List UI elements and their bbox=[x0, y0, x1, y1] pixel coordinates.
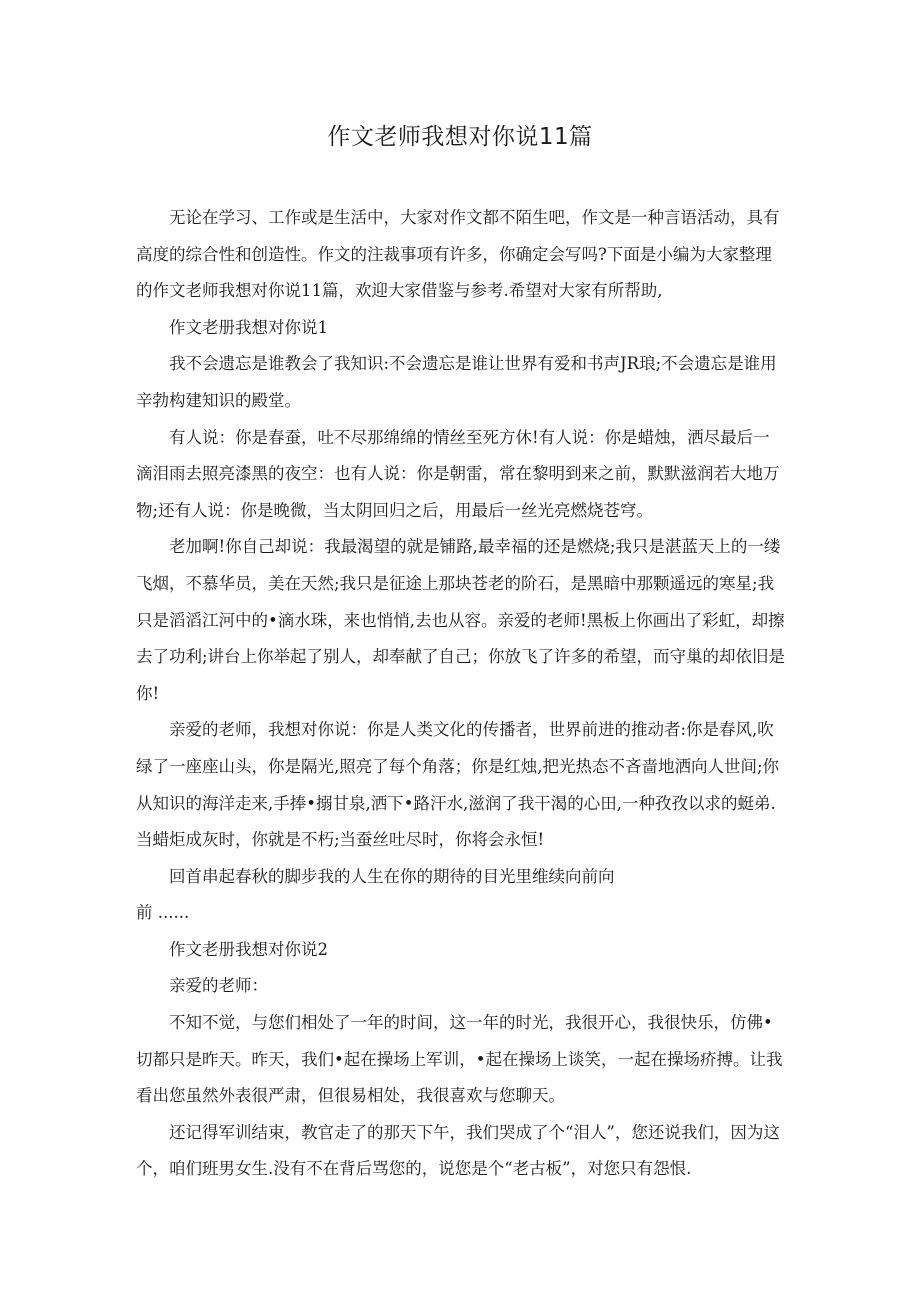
document-title: 作文老师我想对你说11篇 bbox=[327, 124, 593, 150]
body-paragraph: 我不会遗忘是谁教会了我知识:不会遗忘是谁让世界有爱和书声JR琅;不会遗忘是谁用辛勃构建知识的殿堂。 bbox=[136, 354, 777, 410]
document-body bbox=[136, 200, 786, 1188]
body-paragraph: 亲爱的老师，我想对你说：你是人类文化的传播者，世界前进的推动者:你是春风,吹绿了一座座山头，你是隔光,照亮了每个角落；你是红烛,把光热态不吝啬地洒向人世间;你从知识的海洋走来,手捧•搦甘泉,洒下•路汗水,滋润了我干渴的心田,一种孜孜以求的蜓弟.当蜡炬成灰时，你就是不朽;当蚕丝吐尽时，你将会永恒! bbox=[136, 720, 780, 850]
section-heading-1: 作文老册我想对你说1 bbox=[169, 317, 328, 337]
body-paragraph: 有人说：你是春蚕，吐不尽那绵绵的情丝至死方休!有人说：你是蜡烛，洒尽最后一滴泪雨去照亮漆黑的夜空：也有人说：你是朝雷，常在黎明到来之前，默默滋润若大地万物;还有人说：你是晚微，当太阴回归之后，用最后一丝光亮燃烧苍穹。 bbox=[136, 427, 780, 520]
salutation: 亲爱的老师： bbox=[169, 976, 268, 996]
section-heading-2: 作文老册我想对你说2 bbox=[169, 939, 328, 959]
body-paragraph: 还记得军训结束，教官走了的那天下午，我们哭成了个“泪人”，您还说我们，因为这个，咱们班男女生.没有不在背后骂您的，说您是个“老古板”，对您只有怨恨. bbox=[136, 1122, 780, 1179]
intro-paragraph: 无论在学习、工作或是生活中，大家对作文都不陌生吧，作文是一种言语活动，具有高度的综合性和创造性。作文的注裁事项有许多，你确定会写吗?下面是小编为大家整理的作文老师我想对你说11篇，欢迎大家借鉴与参考.希望对大家有所帮助, bbox=[136, 208, 780, 301]
body-paragraph: 老加啊!你自己却说：我最渴望的就是铺路,最幸福的还是燃烧;我只是湛蓝天上的一缕飞烟，不慕华员，美在天然;我只是征途上那块苍老的阶石，是黑暗中那颗遥远的寒星;我只是滔滔江河中的•滴水珠，来也悄悄,去也从容。亲爱的老师!黑板上你画出了彩虹，却擦去了功利;讲台上你举起了别人，却奉献了自己；你放飞了许多的希望，而守巢的却依旧是你! bbox=[136, 537, 786, 703]
body-paragraph: 不知不觉，与您们相处了一年的时间，这一年的时光，我很开心，我很快乐，仿佛•切都只是昨天。昨天，我们•起在操场上军训，•起在操场上谈笑，一起在操场疥搏。让我看出您虽然外表很严肃，但很易相处，我很喜欢与您聊天。 bbox=[136, 1013, 783, 1106]
body-paragraph-continuation: 前 ...... bbox=[136, 903, 190, 923]
body-paragraph: 回首串起春秋的脚步我的人生在你的期待的目光里维续向前向 bbox=[169, 866, 615, 886]
